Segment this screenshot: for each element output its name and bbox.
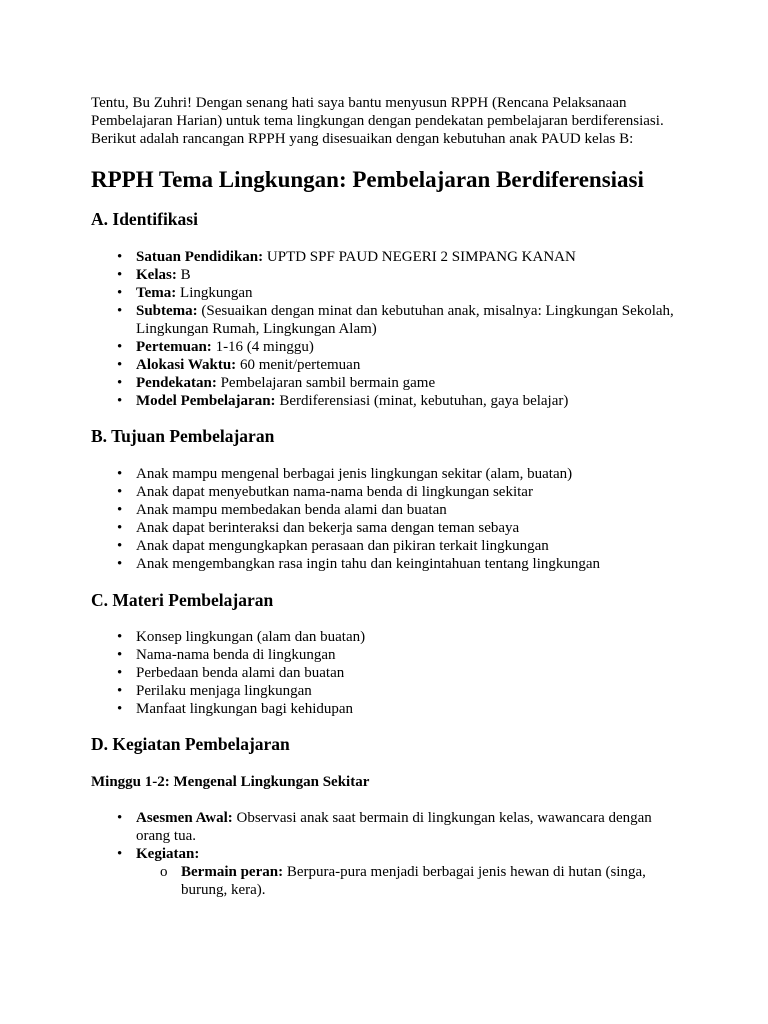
bullet-icon: •: [117, 484, 123, 500]
bullet-icon: •: [117, 665, 123, 681]
list-item: [117, 248, 681, 266]
bullet-icon: •: [117, 683, 123, 699]
bullet-icon: •: [117, 466, 123, 482]
bullet-icon: •: [117, 357, 123, 373]
item-text: Anak mampu mengenal berbagai jenis lingkungan sekitar (alam, buatan): [136, 466, 573, 482]
item-label: Kelas:: [136, 267, 177, 283]
week-heading: Minggu 1-2: Mengenal Lingkungan Sekitar: [91, 774, 370, 790]
bullet-icon: •: [117, 846, 123, 862]
item-label: Bermain peran:: [181, 864, 284, 880]
item-label: Asesmen Awal:: [136, 810, 233, 826]
identifikasi-list: [117, 248, 681, 410]
item-text: Manfaat lingkungan bagi kehidupan: [136, 701, 354, 717]
item-label: Pendekatan:: [136, 375, 217, 391]
list-item: [117, 682, 681, 700]
bullet-icon: •: [117, 502, 123, 518]
section-heading-kegiatan: D. Kegiatan Pembelajaran: [91, 734, 290, 754]
list-item: [117, 845, 681, 899]
section-heading-tujuan: B. Tujuan Pembelajaran: [91, 426, 275, 446]
item-label: Satuan Pendidikan:: [136, 249, 264, 265]
item-label: Alokasi Waktu:: [136, 357, 237, 373]
list-item: [117, 555, 681, 573]
page-title: RPPH Tema Lingkungan: Pembelajaran Berdiferensiasi: [91, 167, 644, 192]
item-text: Lingkungan: [180, 285, 253, 301]
bullet-icon: •: [117, 249, 123, 265]
item-text: Berpura-pura menjadi berbagai jenis hewan di hutan (singa, burung, kera).: [181, 864, 646, 898]
list-item: [117, 646, 681, 664]
item-text: Anak dapat menyebutkan nama-nama benda di lingkungan sekitar: [136, 484, 533, 500]
list-item: [117, 465, 681, 483]
item-text: Pembelajaran sambil bermain game: [220, 375, 436, 391]
item-text: (Sesuaikan dengan minat dan kebutuhan anak, misalnya: Lingkungan Sekolah, Lingkungan Rumah, Lingkungan Alam): [136, 303, 674, 337]
list-item: [117, 664, 681, 682]
list-item: [117, 537, 681, 555]
list-item: [117, 302, 681, 338]
bullet-icon: •: [117, 375, 123, 391]
item-label: Pertemuan:: [136, 339, 212, 355]
list-item: [117, 338, 681, 356]
section-heading-materi: C. Materi Pembelajaran: [91, 590, 274, 610]
list-item: [117, 809, 681, 845]
tujuan-list: [117, 465, 681, 573]
item-text: 1-16 (4 minggu): [215, 339, 314, 355]
list-item: [117, 374, 681, 392]
item-text: Anak dapat mengungkapkan perasaan dan pikiran terkait lingkungan: [136, 538, 549, 554]
bullet-icon: •: [117, 339, 123, 355]
bullet-icon: •: [117, 393, 123, 409]
kegiatan-list: [117, 809, 681, 899]
item-label: Tema:: [136, 285, 177, 301]
bullet-icon: •: [117, 303, 123, 319]
sub-list: [160, 863, 681, 899]
bullet-icon: •: [117, 556, 123, 572]
item-text: Berdiferensiasi (minat, kebutuhan, gaya belajar): [279, 393, 569, 409]
item-text: B: [180, 267, 191, 283]
list-item: [117, 628, 681, 646]
list-item: [117, 501, 681, 519]
item-text: Observasi anak saat bermain di lingkungan kelas, wawancara dengan orang tua.: [136, 810, 652, 844]
list-item: [117, 284, 681, 302]
item-label: Model Pembelajaran:: [136, 393, 276, 409]
list-item: [117, 483, 681, 501]
item-text: Anak mampu membedakan benda alami dan buatan: [136, 502, 447, 518]
item-text: Nama-nama benda di lingkungan: [136, 647, 336, 663]
list-item: [117, 266, 681, 284]
bullet-icon: •: [117, 285, 123, 301]
list-item: [117, 700, 681, 718]
bullet-icon: •: [117, 629, 123, 645]
list-item: [117, 519, 681, 537]
item-text: Perbedaan benda alami dan buatan: [136, 665, 345, 681]
item-text: Konsep lingkungan (alam dan buatan): [136, 629, 366, 645]
bullet-icon: •: [117, 267, 123, 283]
item-text: 60 menit/pertemuan: [239, 357, 361, 373]
bullet-icon: •: [117, 810, 123, 826]
bullet-icon: •: [117, 538, 123, 554]
list-item: [117, 392, 681, 410]
sub-list-item: [160, 863, 681, 899]
item-label: Subtema:: [136, 303, 198, 319]
bullet-icon: •: [117, 647, 123, 663]
section-heading-identifikasi: A. Identifikasi: [91, 209, 198, 229]
bullet-icon: •: [117, 701, 123, 717]
intro-paragraph: Tentu, Bu Zuhri! Dengan senang hati saya bantu menyusun RPPH (Rencana Pelaksanaan Pembelajaran Harian) untuk tema lingkungan dengan pendekatan pembelajaran berdiferensiasi. Berikut adalah rancangan RPPH yang disesuaikan dengan kebutuhan anak PAUD kelas B:: [91, 95, 664, 147]
list-item: [117, 356, 681, 374]
item-label: Kegiatan:: [136, 846, 200, 862]
item-text: Perilaku menjaga lingkungan: [136, 683, 312, 699]
circle-bullet-icon: o: [160, 864, 168, 880]
materi-list: [117, 628, 681, 718]
bullet-icon: •: [117, 520, 123, 536]
item-text: UPTD SPF PAUD NEGERI 2 SIMPANG KANAN: [266, 249, 576, 265]
item-text: Anak dapat berinteraksi dan bekerja sama dengan teman sebaya: [136, 520, 520, 536]
item-text: Anak mengembangkan rasa ingin tahu dan keingintahuan tentang lingkungan: [136, 556, 601, 572]
